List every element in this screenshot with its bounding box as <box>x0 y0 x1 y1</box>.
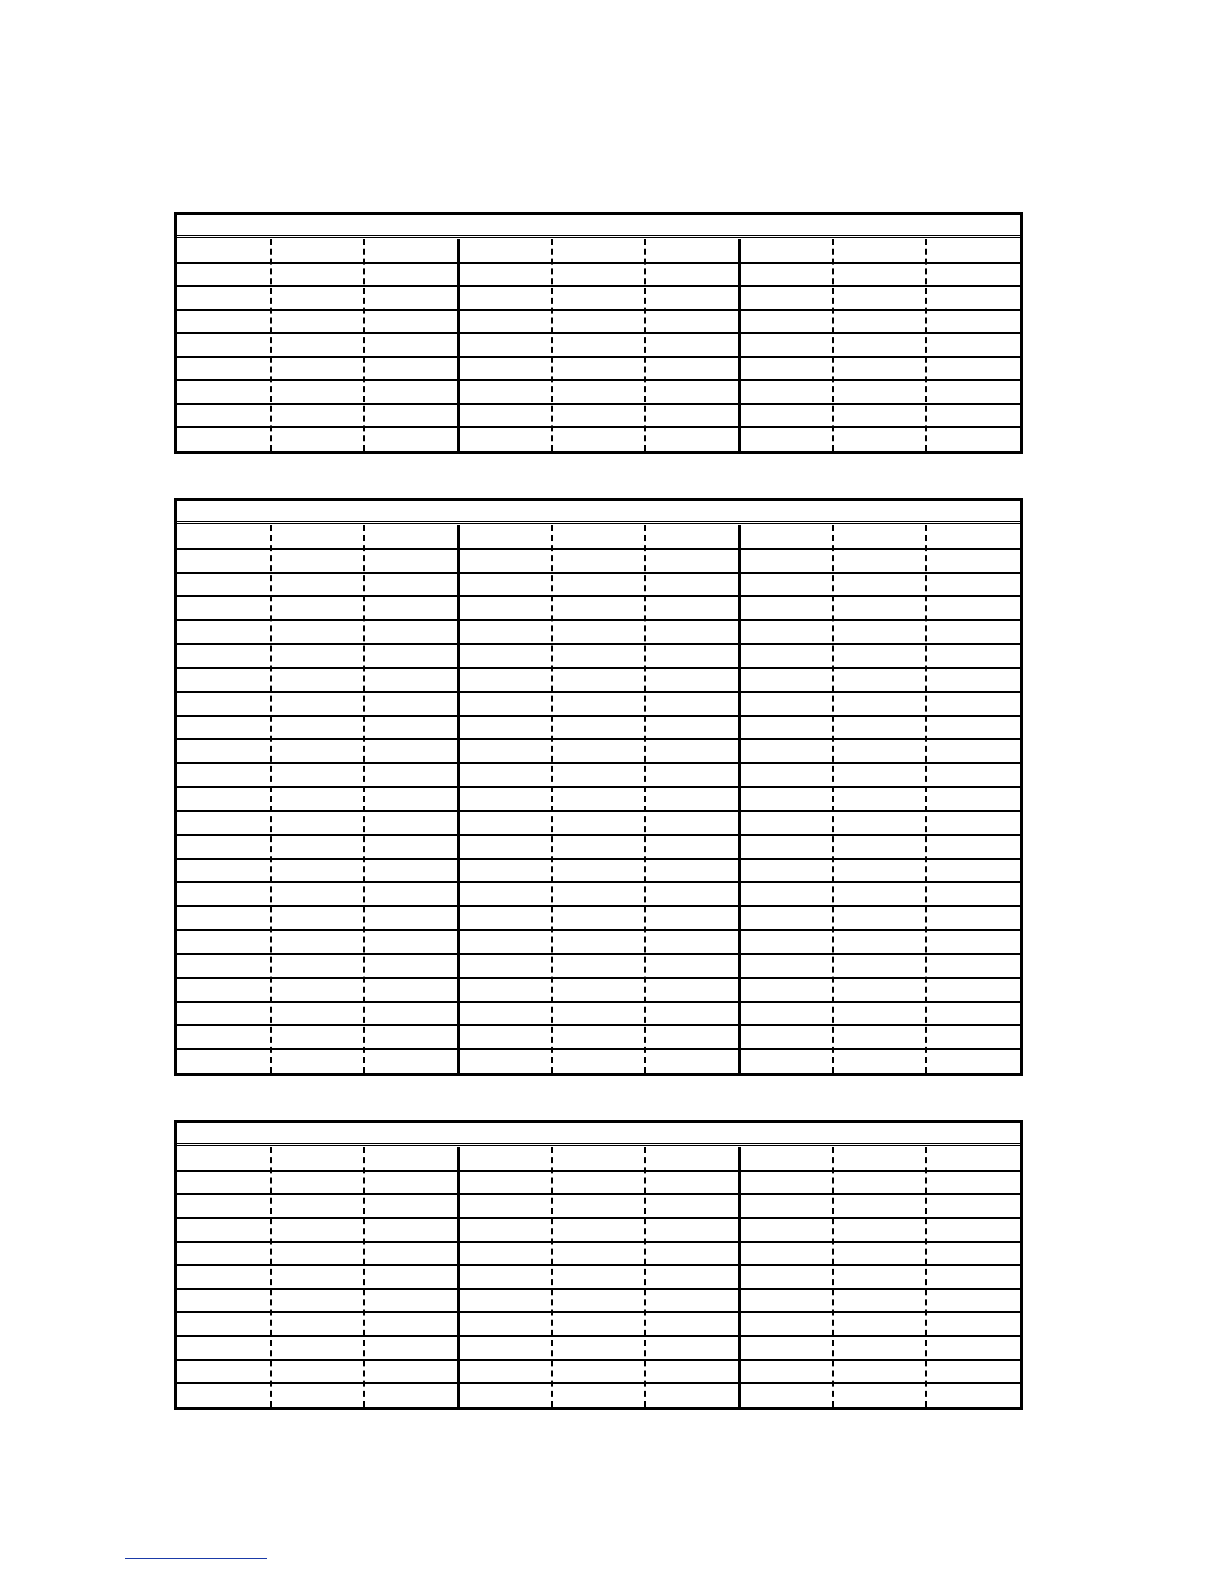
column-divider <box>925 239 927 451</box>
row-line <box>177 426 1020 428</box>
row-line <box>177 1193 1020 1195</box>
table-body <box>177 1147 1020 1407</box>
section-divider <box>457 239 460 451</box>
column-divider <box>832 525 834 1073</box>
row-line <box>177 1264 1020 1266</box>
row-line <box>177 285 1020 287</box>
column-divider <box>551 1147 553 1407</box>
row-line <box>177 1359 1020 1361</box>
row-line <box>177 595 1020 597</box>
column-divider <box>832 1147 834 1407</box>
table-title-band <box>177 501 1020 524</box>
column-divider <box>832 239 834 451</box>
column-divider <box>270 1147 272 1407</box>
table-title-band <box>177 1123 1020 1146</box>
row-line <box>177 810 1020 812</box>
row-line <box>177 356 1020 358</box>
row-line <box>177 858 1020 860</box>
row-line <box>177 403 1020 405</box>
row-line <box>177 1048 1020 1050</box>
blank-grid-table-1 <box>174 212 1023 454</box>
section-divider <box>738 525 741 1073</box>
column-divider <box>925 1147 927 1407</box>
row-line <box>177 1288 1020 1290</box>
column-divider <box>270 239 272 451</box>
column-divider <box>551 239 553 451</box>
row-line <box>177 905 1020 907</box>
section-divider <box>738 1147 741 1407</box>
row-line <box>177 1170 1020 1172</box>
row-line <box>177 977 1020 979</box>
row-line <box>177 929 1020 931</box>
column-divider <box>644 239 646 451</box>
row-line <box>177 643 1020 645</box>
row-line <box>177 953 1020 955</box>
row-line <box>177 667 1020 669</box>
row-line <box>177 1001 1020 1003</box>
column-divider <box>551 525 553 1073</box>
row-line <box>177 762 1020 764</box>
row-line <box>177 834 1020 836</box>
table-body <box>177 239 1020 451</box>
section-divider <box>457 525 460 1073</box>
row-line <box>177 309 1020 311</box>
row-line <box>177 1241 1020 1243</box>
column-divider <box>925 525 927 1073</box>
blank-grid-table-3 <box>174 1120 1023 1410</box>
row-line <box>177 332 1020 334</box>
row-line <box>177 738 1020 740</box>
row-line <box>177 1024 1020 1026</box>
row-line <box>177 881 1020 883</box>
column-divider <box>644 525 646 1073</box>
section-divider <box>457 1147 460 1407</box>
column-divider <box>270 525 272 1073</box>
column-divider <box>363 239 365 451</box>
row-line <box>177 1335 1020 1337</box>
table-title-band <box>177 215 1020 238</box>
row-line <box>177 691 1020 693</box>
row-line <box>177 379 1020 381</box>
column-divider <box>363 525 365 1073</box>
row-line <box>177 619 1020 621</box>
footer-rule <box>125 1558 267 1559</box>
column-divider <box>363 1147 365 1407</box>
row-line <box>177 1217 1020 1219</box>
row-line <box>177 715 1020 717</box>
section-divider <box>738 239 741 451</box>
row-line <box>177 1382 1020 1384</box>
row-line <box>177 572 1020 574</box>
blank-grid-table-2 <box>174 498 1023 1076</box>
row-line <box>177 1311 1020 1313</box>
table-body <box>177 525 1020 1073</box>
column-divider <box>644 1147 646 1407</box>
row-line <box>177 262 1020 264</box>
row-line <box>177 786 1020 788</box>
row-line <box>177 548 1020 550</box>
